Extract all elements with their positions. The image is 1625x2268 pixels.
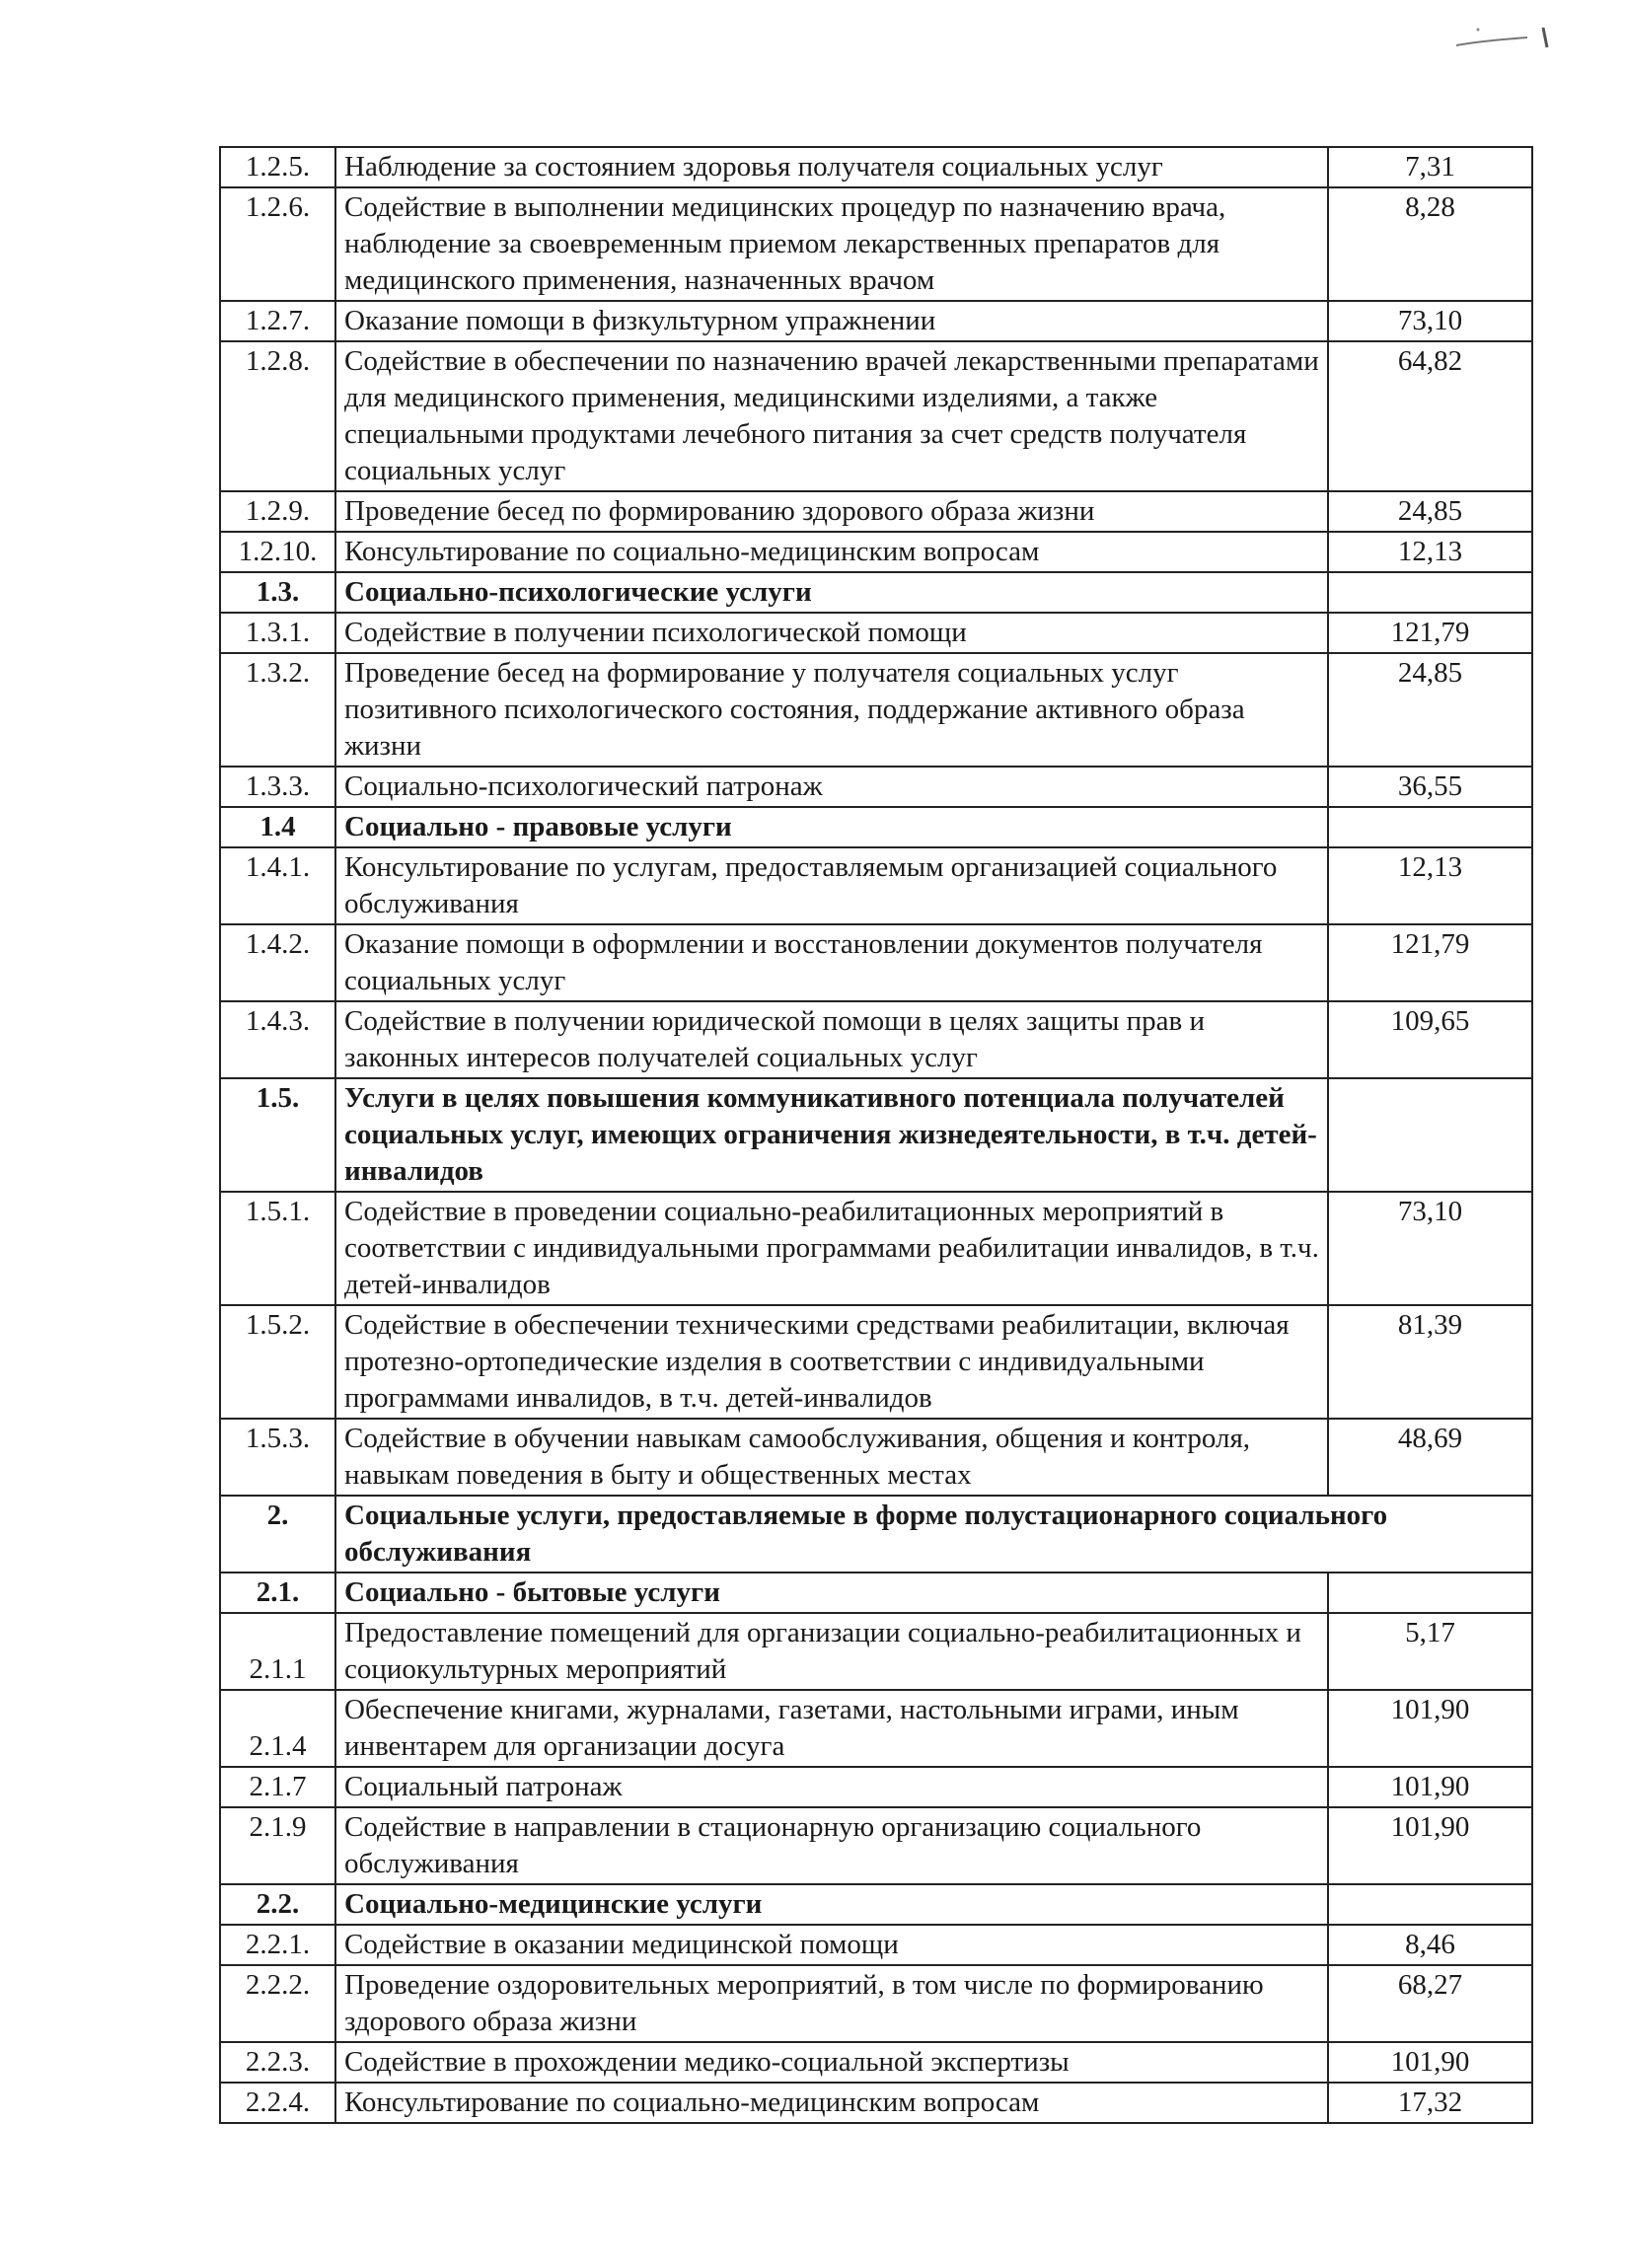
section-title: Социально - правовые услуги [335,807,1328,847]
service-name: Консультирование по услугам, предоставляемым организацией социального обслуживания [335,847,1328,924]
service-name: Оказание помощи в оформлении и восстановлении документов получателя социальных услуг [335,924,1328,1001]
tariff-price: 64,82 [1328,341,1532,491]
item-number: 2.2.1. [220,1925,335,1965]
item-number: 1.3.1. [220,613,335,653]
table-row [220,1925,1532,1965]
service-name: Содействие в оказании медицинской помощи [335,1925,1328,1965]
section-title: Социальные услуги, предоставляемые в форме полустационарного социального обслуживания [335,1496,1532,1573]
service-name: Оказание помощи в физкультурном упражнении [335,301,1328,341]
item-number: 2.1.9 [220,1807,335,1884]
item-number: 2.1.1 [220,1613,335,1690]
table-row [220,147,1532,187]
item-number: 2.2.2. [220,1965,335,2042]
tariff-price: 73,10 [1328,301,1532,341]
table-row [220,1690,1532,1767]
tariff-price: 101,90 [1328,1767,1532,1807]
tariff-price [1328,572,1532,613]
tariff-price: 12,13 [1328,532,1532,572]
service-name: Консультирование по социально-медицинским вопросам [335,532,1328,572]
tariff-price [1328,1078,1532,1192]
item-number: 2.2.4. [220,2083,335,2123]
service-name: Содействие в получении психологической помощи [335,613,1328,653]
item-number: 1.3. [220,572,335,613]
table-row [220,1807,1532,1884]
section-row [220,1078,1532,1192]
table-body [220,147,1532,2123]
tariff-price [1328,1573,1532,1613]
tariff-price: 68,27 [1328,1965,1532,2042]
service-name: Содействие в направлении в стационарную организацию социального обслуживания [335,1807,1328,1884]
service-name: Социальный патронаж [335,1767,1328,1807]
service-name: Содействие в проведении социально-реабилитационных мероприятий в соответствии с индивидуальными программами реабилитации инвалидов, в т.ч. детей-инвалидов [335,1192,1328,1305]
service-name: Содействие в обеспечении по назначению врачей лекарственными препаратами для медицинского применения, медицинскими изделиями, а также специальными продуктами лечебного питания за счет средств получателя социальных услуг [335,341,1328,491]
section-title: Услуги в целях повышения коммуникативного потенциала получателей социальных услуг, имеющих ограничения жизнедеятельности, в т.ч. детей-инвалидов [335,1078,1328,1192]
service-name: Содействие в обеспечении техническими средствами реабилитации, включая протезно-ортопедические изделия в соответствии с индивидуальными программами инвалидов, в т.ч. детей-инвалидов [335,1305,1328,1419]
table-row [220,2042,1532,2083]
service-name: Предоставление помещений для организации социально-реабилитационных и социокультурных мероприятий [335,1613,1328,1690]
scan-mark-icon [1448,22,1557,55]
item-number: 2.1. [220,1573,335,1613]
table-row [220,1192,1532,1305]
table-row [220,767,1532,807]
tariff-price: 8,28 [1328,187,1532,301]
tariff-price: 73,10 [1328,1192,1532,1305]
item-number: 1.2.5. [220,147,335,187]
table-row [220,924,1532,1001]
tariff-price: 121,79 [1328,924,1532,1001]
table-row [220,491,1532,532]
tariff-price: 36,55 [1328,767,1532,807]
item-number: 2.2.3. [220,2042,335,2083]
tariff-price: 5,17 [1328,1613,1532,1690]
table-row [220,1419,1532,1496]
tariff-price: 17,32 [1328,2083,1532,2123]
tariff-price: 8,46 [1328,1925,1532,1965]
table-row [220,532,1532,572]
section-row [220,1573,1532,1613]
section-row [220,572,1532,613]
tariff-price: 24,85 [1328,653,1532,767]
tariff-price: 81,39 [1328,1305,1532,1419]
table-row [220,1001,1532,1078]
tariff-price: 101,90 [1328,1807,1532,1884]
tariff-price [1328,1884,1532,1925]
table-row [220,1965,1532,2042]
item-number: 1.2.10. [220,532,335,572]
item-number: 1.2.8. [220,341,335,491]
item-number: 2.1.7 [220,1767,335,1807]
section-title: Социально-медицинские услуги [335,1884,1328,1925]
tariff-price: 101,90 [1328,2042,1532,2083]
item-number: 2. [220,1496,335,1573]
tariff-price: 24,85 [1328,491,1532,532]
table-row [220,653,1532,767]
services-tariff-table [219,146,1533,2124]
tariff-price [1328,807,1532,847]
section-title: Социально-психологические услуги [335,572,1328,613]
service-name: Проведение бесед по формированию здорового образа жизни [335,491,1328,532]
item-number: 1.3.3. [220,767,335,807]
table-row [220,1613,1532,1690]
service-name: Содействие в прохождении медико-социальной экспертизы [335,2042,1328,2083]
item-number: 1.4 [220,807,335,847]
item-number: 1.5.3. [220,1419,335,1496]
item-number: 1.2.7. [220,301,335,341]
section-row [220,1884,1532,1925]
service-name: Наблюдение за состоянием здоровья получателя социальных услуг [335,147,1328,187]
tariff-price: 48,69 [1328,1419,1532,1496]
item-number: 1.3.2. [220,653,335,767]
table-row [220,1305,1532,1419]
tariff-price: 109,65 [1328,1001,1532,1078]
service-name: Проведение оздоровительных мероприятий, в том числе по формированию здорового образа жизни [335,1965,1328,2042]
item-number: 2.2. [220,1884,335,1925]
table-row [220,613,1532,653]
item-number: 1.4.1. [220,847,335,924]
table-row [220,301,1532,341]
tariff-price: 12,13 [1328,847,1532,924]
item-number: 1.4.2. [220,924,335,1001]
table-row [220,341,1532,491]
item-number: 1.2.9. [220,491,335,532]
item-number: 1.4.3. [220,1001,335,1078]
table-row [220,1767,1532,1807]
service-name: Содействие в выполнении медицинских процедур по назначению врача, наблюдение за своевременным приемом лекарственных препаратов для медицинского применения, назначенных врачом [335,187,1328,301]
item-number: 1.2.6. [220,187,335,301]
item-number: 1.5. [220,1078,335,1192]
item-number: 1.5.2. [220,1305,335,1419]
service-name: Содействие в обучении навыкам самообслуживания, общения и контроля, навыкам поведения в быту и общественных местах [335,1419,1328,1496]
tariff-price: 121,79 [1328,613,1532,653]
item-number: 2.1.4 [220,1690,335,1767]
tariff-price: 7,31 [1328,147,1532,187]
table-row [220,847,1532,924]
section-row [220,807,1532,847]
service-name: Проведение бесед на формирование у получателя социальных услуг позитивного психологического состояния, поддержание активного образа жизни [335,653,1328,767]
service-name: Консультирование по социально-медицинским вопросам [335,2083,1328,2123]
service-name: Содействие в получении юридической помощи в целях защиты прав и законных интересов получателей социальных услуг [335,1001,1328,1078]
table-row [220,187,1532,301]
tariff-price: 101,90 [1328,1690,1532,1767]
table-row [220,2083,1532,2123]
service-name: Обеспечение книгами, журналами, газетами, настольными играми, иным инвентарем для организации досуга [335,1690,1328,1767]
item-number: 1.5.1. [220,1192,335,1305]
section-title: Социально - бытовые услуги [335,1573,1328,1613]
service-name: Социально-психологический патронаж [335,767,1328,807]
section-row [220,1496,1532,1573]
